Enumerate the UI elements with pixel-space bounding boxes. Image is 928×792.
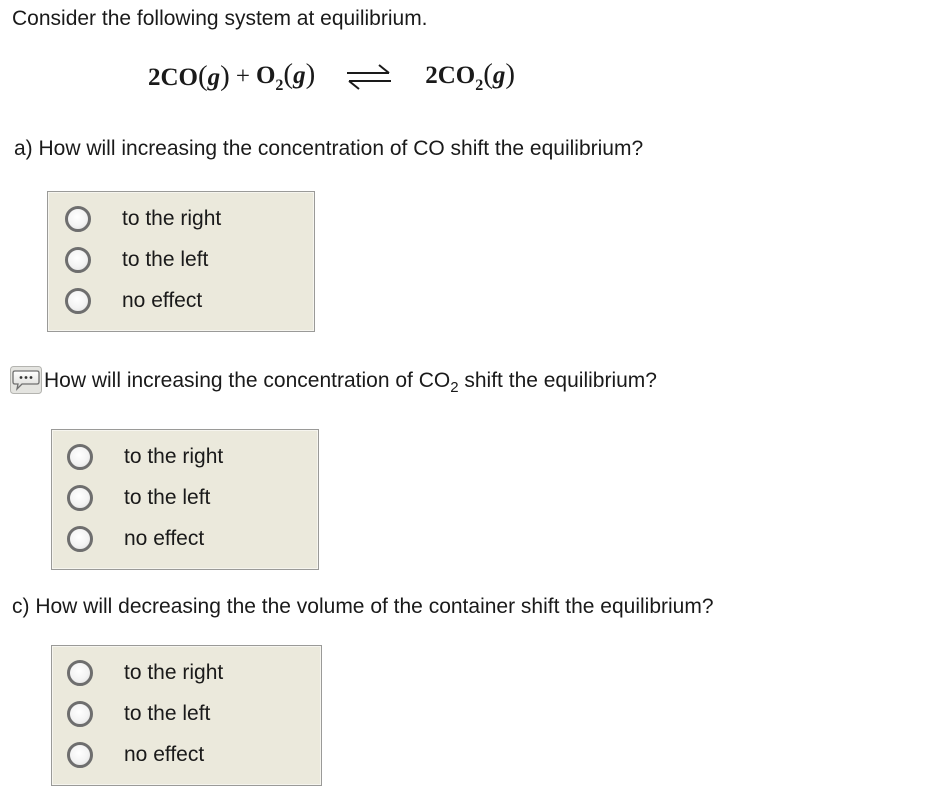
question-c-text: c) How will decreasing the the volume of the container shift the equilibrium?	[12, 595, 714, 618]
question-c-option-right[interactable]: to the right	[52, 654, 321, 692]
plus-sign: +	[235, 62, 250, 90]
speech-bubble-icon[interactable]	[10, 366, 42, 394]
chemical-equation	[148, 56, 515, 97]
question-a-option-left[interactable]: to the left	[48, 241, 314, 279]
question-a-option-right[interactable]: to the right	[48, 200, 314, 238]
radio-button[interactable]	[67, 444, 93, 470]
question-b-option-no-effect[interactable]: no effect	[52, 520, 318, 558]
radio-button[interactable]	[67, 742, 93, 768]
question-a-text: a) How will increasing the concentration of CO shift the equilibrium?	[14, 137, 644, 160]
reactant-o2: $O_2(g)$	[255, 58, 316, 94]
question-b-option-left[interactable]: to the left	[52, 479, 318, 517]
radio-button[interactable]	[65, 247, 91, 273]
question-b-choices	[51, 429, 319, 570]
question-a-option-no-effect[interactable]: no effect	[48, 282, 314, 320]
radio-button[interactable]	[67, 701, 93, 727]
radio-button[interactable]	[67, 526, 93, 552]
question-b-text: How will increasing the concentration of $CO_2$ shift the equilibrium?	[44, 369, 657, 396]
intro-text: Consider the following system at equilibrium.	[12, 7, 428, 30]
question-c-choices	[51, 645, 322, 786]
radio-button[interactable]	[67, 660, 93, 686]
product-co2: $2CO_2(g)$	[425, 58, 516, 94]
question-c-option-no-effect[interactable]: no effect	[52, 736, 321, 774]
equilibrium-arrow-icon	[343, 64, 395, 90]
question-a-choices	[47, 191, 315, 332]
question-c-option-left[interactable]: to the left	[52, 695, 321, 733]
question-b-option-right[interactable]: to the right	[52, 438, 318, 476]
radio-button[interactable]	[65, 288, 91, 314]
reactant-co: 2CO(g)	[148, 59, 230, 92]
radio-button[interactable]	[67, 485, 93, 511]
radio-button[interactable]	[65, 206, 91, 232]
